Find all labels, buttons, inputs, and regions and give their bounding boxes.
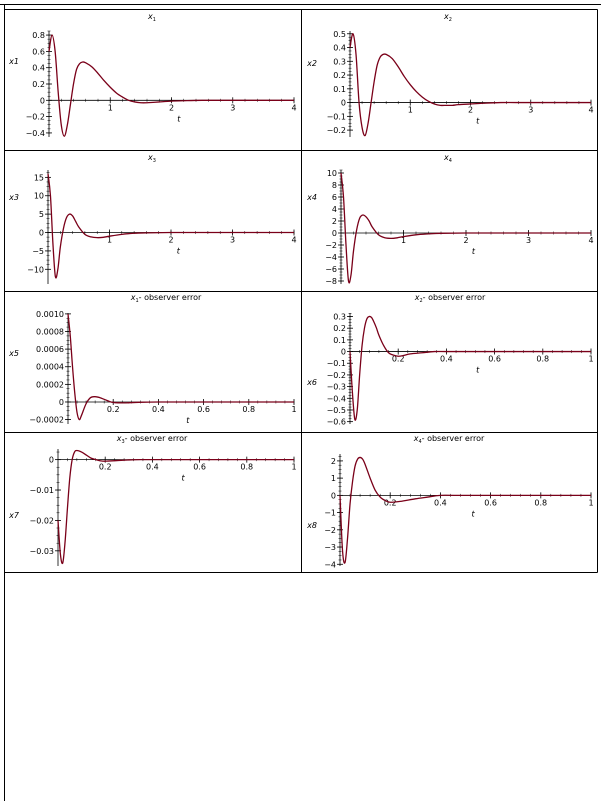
x-tick-label: 3: [528, 105, 534, 115]
y-tick-label: 0.4: [32, 63, 45, 73]
y-tick-label: −0.1: [326, 112, 346, 122]
y-tick-label: −5: [32, 246, 44, 256]
series-line-1: [48, 174, 297, 278]
plot-grid: [8, 12, 593, 569]
x-axis-label: t: [177, 114, 181, 124]
x-tick-label: 4: [588, 105, 594, 115]
plot-8: [306, 434, 593, 569]
series-line-1: [49, 35, 297, 136]
y-tick-label: 0.0006: [36, 345, 64, 355]
x-axis-label: t: [176, 246, 180, 256]
y-tick-label: 0.6: [32, 47, 45, 57]
plot-title: [130, 293, 202, 304]
x-tick-label: 4: [588, 236, 594, 245]
y-tick-label: 0.8: [32, 31, 45, 41]
y-tick-label: −2: [325, 241, 337, 250]
y-tick-label: 6: [331, 193, 337, 202]
y-axis-label: x2: [307, 59, 317, 68]
x-tick-label: 1: [291, 404, 297, 414]
x-axis-label: t: [476, 116, 480, 126]
x-axis-label: t: [181, 473, 185, 483]
y-tick-label: −0.4: [25, 128, 45, 138]
x-axis-label: t: [186, 415, 190, 425]
plot-title-sub: 4: [418, 439, 422, 445]
x-tick-label: 0.8: [534, 498, 548, 508]
x-tick-label: 3: [229, 235, 236, 245]
y-tick-label: −4: [325, 253, 337, 262]
plot-2: [306, 12, 593, 137]
y-tick-label: −0.0002: [29, 415, 64, 425]
plot-1: [8, 12, 296, 138]
plot-title-sub: 1: [152, 17, 156, 23]
y-tick-label: 15: [33, 173, 44, 183]
x-tick-label: 0.2: [106, 404, 120, 414]
x-tick-label: 0.4: [146, 462, 159, 472]
y-axis-label: x8: [307, 521, 317, 530]
y-tick-label: 0.1: [333, 335, 346, 345]
x-tick-label: 0.6: [484, 498, 497, 508]
y-tick-label: −0.2: [326, 126, 346, 136]
x-tick-label: 1: [106, 235, 113, 245]
x-tick-label: 0.4: [152, 404, 165, 414]
y-tick-label: −0.02: [29, 516, 54, 526]
plot-title-var: x: [148, 12, 153, 21]
y-tick-label: −0.2: [326, 370, 346, 380]
y-tick-label: 0: [330, 491, 336, 501]
plot-7: [8, 434, 296, 566]
y-tick-label: −0.4: [326, 394, 346, 404]
y-tick-label: 4: [331, 205, 337, 214]
x-tick-label: 1: [107, 103, 113, 113]
y-tick-label: 0.0002: [36, 380, 64, 390]
y-tick-label: 0: [340, 98, 346, 108]
plot-title: [413, 434, 485, 445]
plot-title: [443, 12, 452, 23]
y-tick-label: 0: [38, 228, 44, 238]
y-tick-label: 5: [38, 210, 44, 220]
y-tick-label: 0.0004: [36, 362, 64, 372]
plot-title-sub: 2: [419, 298, 423, 304]
series-line-1: [340, 457, 594, 563]
x-tick-label: 0.2: [391, 354, 405, 364]
y-tick-label: −0.01: [29, 486, 54, 496]
plot-6: [306, 293, 593, 427]
y-tick-label: −0.03: [29, 546, 54, 556]
y-tick-label: −0.2: [25, 112, 45, 122]
plot-title-suffix: - observer error: [421, 434, 485, 443]
x-tick-label: 1: [407, 105, 413, 115]
x-tick-label: 1: [588, 354, 594, 364]
x-tick-label: 0.6: [488, 354, 501, 364]
plot-title-suffix: - observer error: [138, 293, 202, 302]
y-tick-label: 0.2: [333, 324, 346, 334]
x-tick-label: 3: [230, 103, 236, 113]
x-tick-label: 4: [291, 235, 297, 245]
plot-title-var: x: [148, 153, 153, 162]
y-tick-label: −8: [325, 277, 337, 286]
plot-title-var: x: [130, 293, 136, 302]
x-tick-label: 0.6: [197, 404, 210, 414]
y-tick-label: 0.3: [333, 57, 346, 67]
series-line-1: [350, 316, 594, 420]
plot-title: [116, 434, 188, 445]
y-tick-label: 0: [331, 229, 337, 238]
plot-title-var: x: [414, 293, 420, 302]
y-axis-label: x7: [9, 511, 19, 520]
y-axis-label: x3: [9, 193, 19, 202]
y-tick-label: 10: [33, 191, 44, 201]
y-tick-label: 0.0010: [36, 309, 64, 319]
y-tick-label: 0.5: [333, 29, 346, 39]
x-tick-label: 0.8: [536, 354, 550, 364]
y-tick-label: 0.3: [333, 312, 346, 322]
x-tick-label: 0.6: [193, 462, 206, 472]
y-tick-label: 2: [330, 456, 336, 466]
y-tick-label: −0.5: [326, 405, 346, 415]
y-tick-label: −1: [324, 508, 336, 518]
plot-title-sub: 1: [135, 298, 139, 304]
y-tick-label: 0: [39, 96, 45, 106]
y-tick-label: −0.3: [326, 382, 346, 392]
x-tick-label: 0.2: [98, 462, 112, 472]
x-tick-label: 4: [291, 103, 297, 113]
y-tick-label: 0: [48, 455, 54, 465]
plot-title-suffix: - observer error: [422, 293, 486, 302]
y-axis-label: x4: [307, 193, 317, 202]
x-tick-label: 1: [291, 462, 297, 472]
series-line-1: [341, 173, 594, 283]
plot-title-var: x: [444, 12, 449, 21]
y-tick-label: 0.2: [32, 80, 45, 89]
y-tick-label: −6: [325, 265, 337, 274]
y-tick-label: 0: [58, 397, 64, 407]
plot-4: [306, 153, 593, 286]
y-tick-label: −0.6: [326, 417, 346, 427]
x-axis-label: t: [471, 247, 476, 256]
plot-title: [147, 12, 156, 23]
table-borders: [0, 5, 601, 801]
x-tick-label: 0.4: [440, 354, 453, 364]
plot-title-var: x: [413, 434, 419, 443]
y-tick-label: 0.1: [333, 84, 346, 94]
plot-title: [443, 153, 452, 164]
x-axis-label: t: [476, 365, 480, 375]
x-tick-label: 2: [168, 103, 175, 113]
x-axis-label: t: [471, 509, 475, 519]
x-tick-label: 2: [168, 235, 174, 245]
y-tick-label: 0.4: [333, 43, 346, 53]
x-tick-label: 2: [467, 105, 474, 115]
plot-3: [8, 153, 296, 284]
series-line-1: [68, 314, 297, 420]
y-tick-label: 0.0008: [36, 327, 64, 337]
y-tick-label: −3: [324, 543, 336, 553]
y-tick-label: 0.2: [333, 71, 346, 81]
y-tick-label: 8: [331, 181, 337, 190]
x-tick-label: 2: [463, 236, 469, 245]
y-axis-label: x5: [9, 349, 19, 358]
y-axis-label: x6: [307, 378, 317, 387]
y-tick-label: −10: [27, 265, 44, 275]
x-tick-label: 3: [525, 236, 532, 245]
x-tick-label: 1: [588, 498, 594, 508]
series-line-1: [350, 34, 594, 136]
x-tick-label: 0.4: [434, 498, 447, 508]
x-tick-label: 0.8: [240, 462, 254, 472]
plot-title-sub: 2: [448, 17, 452, 23]
y-tick-label: 2: [331, 217, 337, 226]
y-tick-label: 1: [330, 474, 336, 484]
plot-title: [414, 293, 486, 304]
plot-title-var: x: [116, 434, 122, 443]
plot-title: [147, 153, 156, 164]
y-tick-label: −2: [324, 525, 336, 535]
plot-title-suffix: - observer error: [124, 434, 188, 443]
plot-title-sub: 3: [152, 158, 156, 164]
series-line-1: [58, 451, 297, 564]
y-tick-label: 10: [326, 169, 337, 178]
plot-title-sub: 4: [448, 158, 452, 164]
plot-5: [8, 293, 296, 425]
x-tick-label: 1: [400, 236, 407, 245]
y-axis-label: x1: [9, 57, 19, 66]
x-tick-label: 0.2: [383, 498, 397, 508]
y-tick-label: 0: [340, 347, 346, 357]
y-tick-label: −4: [324, 560, 336, 570]
plot-title-sub: 3: [121, 439, 125, 445]
x-tick-label: 0.8: [242, 404, 256, 414]
plot-title-var: x: [444, 153, 449, 162]
y-tick-label: −0.1: [326, 359, 346, 369]
